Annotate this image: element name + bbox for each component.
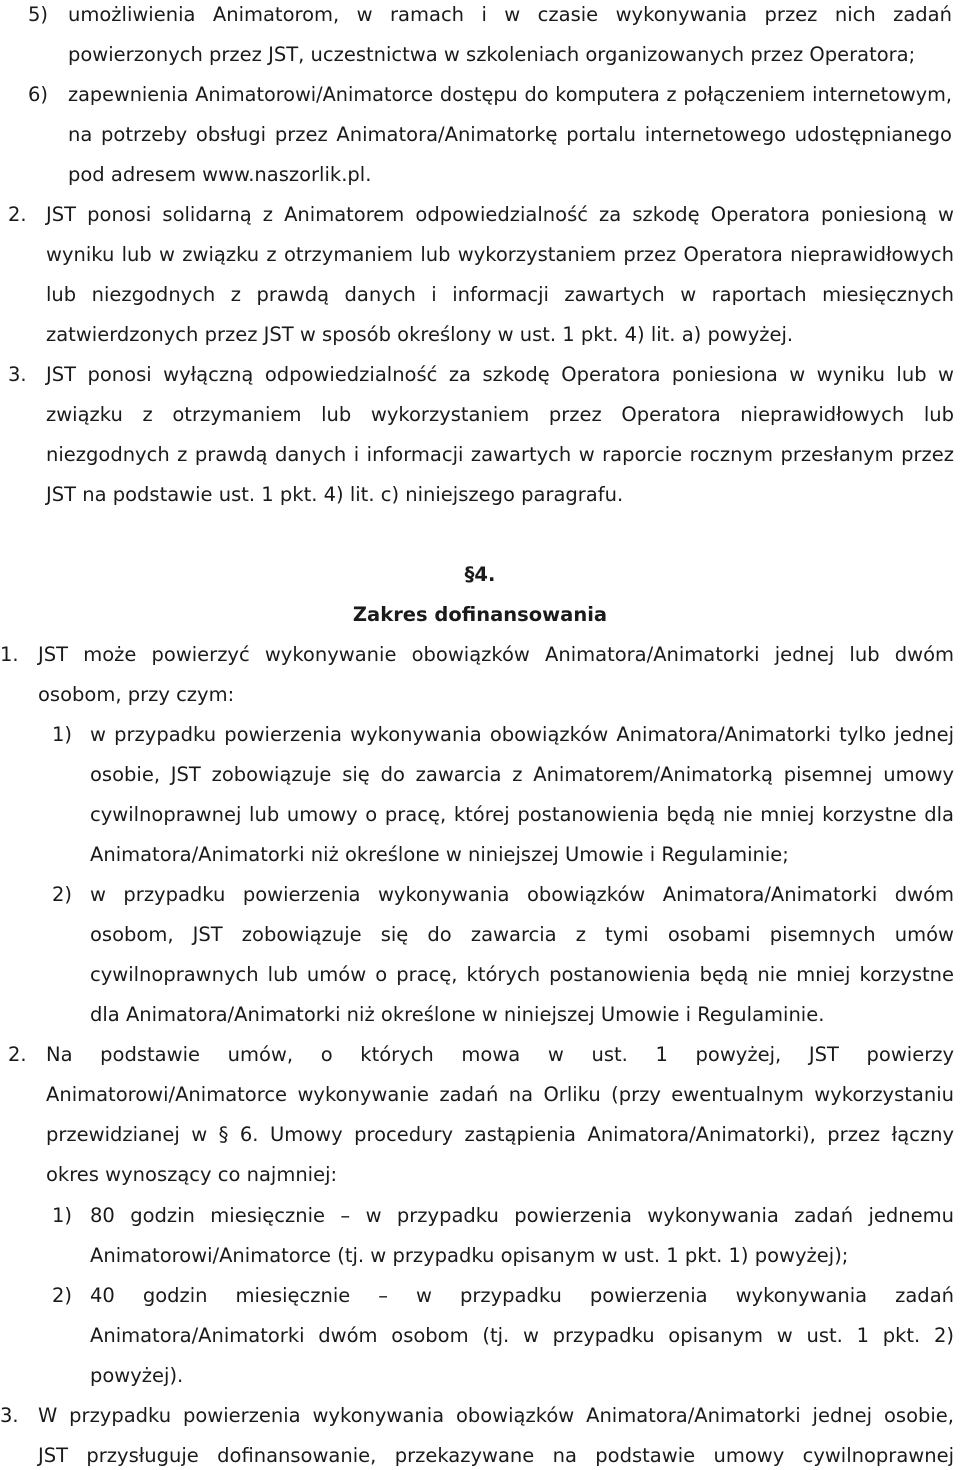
section-number xyxy=(0,563,960,587)
paragraph-number: 3. xyxy=(8,363,27,386)
text-line: umożliwienia Animatorom, w ramach i w czasie wykonywania przez nich zadań xyxy=(68,3,952,26)
text-line: cywilnoprawnej lub umowy o pracę, której postanowienia będą nie mniej korzystne dla xyxy=(90,803,954,826)
text-line: Na podstawie umów, o których mowa w ust. 1 powyżej, JST powierzy xyxy=(46,1043,954,1066)
website-link[interactable]: www.naszorlik.pl xyxy=(202,163,366,186)
list-number: 5) xyxy=(28,3,49,26)
text-line: W przypadku powierzenia wykonywania obowiązków Animatora/Animatorki jednej osobie, xyxy=(38,1404,954,1427)
list-number: 6) xyxy=(28,83,49,106)
text-line: zatwierdzonych przez JST w sposób określony w ust. 1 pkt. 4) lit. a) powyżej. xyxy=(46,323,794,346)
text-line: przewidzianej w § 6. Umowy procedury zastąpienia Animatora/Animatorki), przez łączny xyxy=(46,1123,954,1146)
text-line: niezgodnych z prawdą danych i informacji zawartych w raporcie rocznym przesłanym przez xyxy=(46,443,954,466)
text-line: 80 godzin miesięcznie – w przypadku powierzenia wykonywania zadań jednemu xyxy=(90,1204,954,1227)
text-line: Animatorowi/Animatorce wykonywanie zadań na Orliku (przy ewentualnym wykorzystaniu xyxy=(46,1083,954,1106)
section-symbol: § xyxy=(464,563,475,586)
text-line: JST może powierzyć wykonywanie obowiązków Animatora/Animatorki jednej lub dwóm xyxy=(38,643,954,666)
text-line: JST ponosi solidarną z Animatorem odpowiedzialność za szkodę Operatora poniesioną w xyxy=(46,203,954,226)
text-line: osobom, JST zobowiązuje się do zawarcia z tymi osobami pisemnych umów xyxy=(90,923,954,946)
text-line: związku z otrzymaniem lub wykorzystaniem przez Operatora nieprawidłowych lub xyxy=(46,403,954,426)
list-number: 2) xyxy=(52,883,73,906)
text-line: powyżej). xyxy=(90,1364,184,1387)
text-line: JST przysługuje dofinansowanie, przekazywane na podstawie umowy cywilnoprawnej xyxy=(38,1444,954,1467)
paragraph-number: 1. xyxy=(0,643,19,666)
section-number-text: 4. xyxy=(474,563,496,586)
text-line: zapewnienia Animatorowi/Animatorce dostępu do komputera z połączeniem internetowym, xyxy=(68,83,952,106)
text-line: Animatora/Animatorki niż określone w niniejszej Umowie i Regulaminie; xyxy=(90,843,789,866)
text-line: osobom, przy czym: xyxy=(38,683,235,706)
text-line: wyniku lub w związku z otrzymaniem lub wykorzystaniem przez Operatora nieprawidłowych xyxy=(46,243,954,266)
text-line: 40 godzin miesięcznie – w przypadku powierzenia wykonywania zadań xyxy=(90,1284,954,1307)
text-line: powierzonych przez JST, uczestnictwa w szkoleniach organizowanych przez Operatora; xyxy=(68,43,916,66)
list-number: 1) xyxy=(52,1204,73,1227)
text-line: osobie, JST zobowiązuje się do zawarcia z Animatorem/Animatorką pisemnej umowy xyxy=(90,763,954,786)
text-fragment: pod adresem xyxy=(68,163,196,186)
list-number: 2) xyxy=(52,1284,73,1307)
paragraph-number: 2. xyxy=(8,1043,27,1066)
text-line: Animatora/Animatorki dwóm osobom (tj. w przypadku opisanym w ust. 1 pkt. 2) xyxy=(90,1324,954,1347)
list-number: 1) xyxy=(52,723,73,746)
text-line: dla Animatora/Animatorki niż określone w niniejszej Umowie i Regulaminie. xyxy=(90,1003,825,1026)
text-line: JST na podstawie ust. 1 pkt. 4) lit. c) niniejszego paragrafu. xyxy=(46,483,624,506)
text-fragment: . xyxy=(365,163,372,186)
section-title: Zakres dofinansowania xyxy=(352,603,608,626)
text-line: na potrzeby obsługi przez Animatora/Animatorkę portalu internetowego udostępnianego xyxy=(68,123,952,146)
text-line: w przypadku powierzenia wykonywania obowiązków Animatora/Animatorki tylko jednej xyxy=(90,723,954,746)
paragraph-number: 2. xyxy=(8,203,27,226)
text-line: cywilnoprawnych lub umów o pracę, których postanowienia będą nie mniej korzystne xyxy=(90,963,954,986)
text-line: Animatorowi/Animatorce (tj. w przypadku opisanym w ust. 1 pkt. 1) powyżej); xyxy=(90,1244,849,1267)
text-line: okres wynoszący co najmniej: xyxy=(46,1163,338,1186)
text-line: w przypadku powierzenia wykonywania obowiązków Animatora/Animatorki dwóm xyxy=(90,883,954,906)
text-line xyxy=(68,163,371,187)
paragraph-number: 3. xyxy=(0,1404,19,1427)
text-line: lub niezgodnych z prawdą danych i informacji zawartych w raportach miesięcznych xyxy=(46,283,954,306)
text-line: JST ponosi wyłączną odpowiedzialność za szkodę Operatora poniesiona w wyniku lub w xyxy=(46,363,954,386)
